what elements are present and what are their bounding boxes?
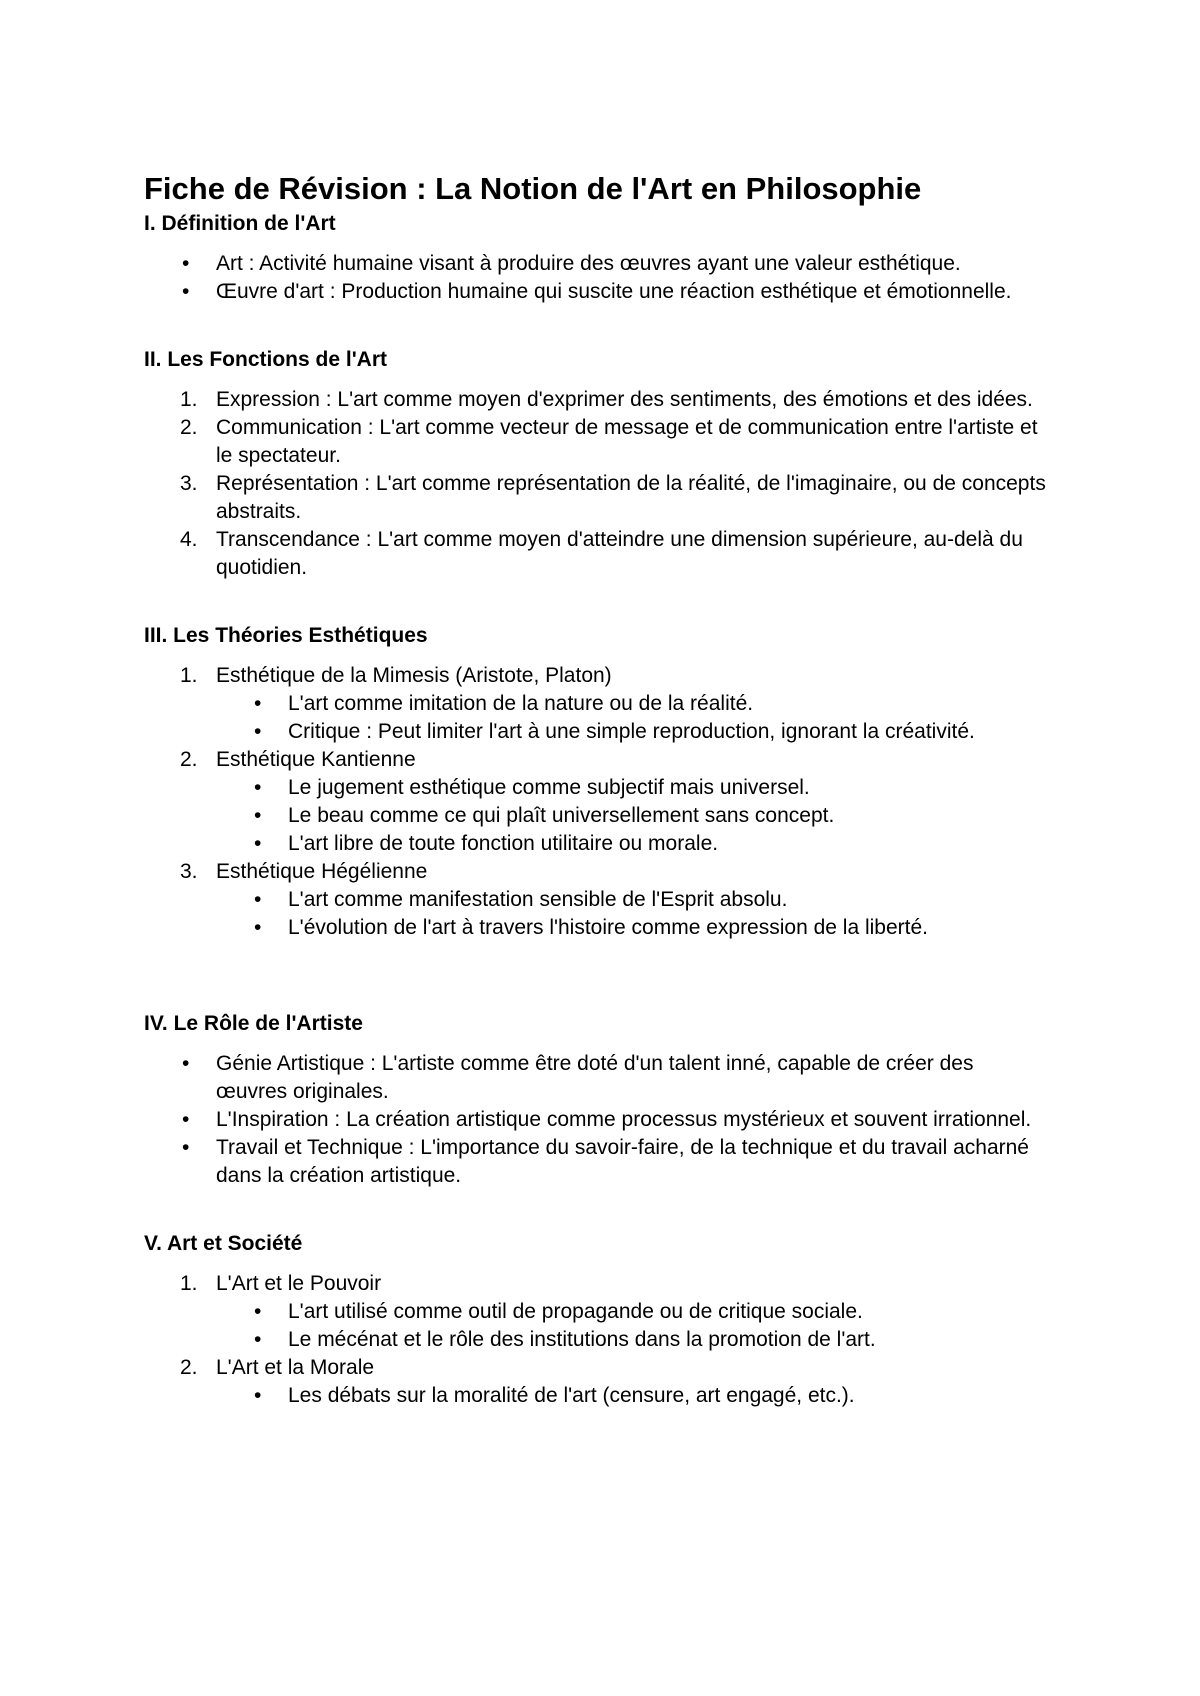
document-page <box>144 168 1074 1410</box>
sub-list-item: • Les débats sur la moralité de l'art (censure, art engagé, etc.). <box>144 1382 1048 1410</box>
sub-list-item: • Le beau comme ce qui plaît universellement sans concept. <box>144 802 1048 830</box>
bullet-icon: • <box>254 916 262 939</box>
bullet-icon: • <box>182 1136 190 1159</box>
list-item: 3. Représentation : L'art comme représentation de la réalité, de l'imaginaire, ou de concepts abstraits. <box>180 472 1046 523</box>
bullet-icon: • <box>182 252 190 275</box>
section-heading-functions: II. Les Fonctions de l'Art <box>144 348 388 371</box>
section-heading-definition: I. Définition de l'Art <box>144 212 336 235</box>
sub-list-item: • Le mécénat et le rôle des institutions dans la promotion de l'art. <box>144 1326 1048 1354</box>
functions-list <box>144 386 1074 582</box>
sub-list-item: • Critique : Peut limiter l'art à une simple reproduction, ignorant la créativité. <box>144 718 1048 746</box>
artist-role-list <box>144 1050 1074 1190</box>
sub-list-item: • L'art comme imitation de la nature ou de la réalité. <box>144 690 1048 718</box>
list-item: 1. L'Art et le Pouvoir <box>180 1272 382 1295</box>
bullet-icon: • <box>254 832 262 855</box>
list-item: 2. Esthétique Kantienne <box>180 748 416 771</box>
section-heading-theories: III. Les Théories Esthétiques <box>144 624 428 647</box>
sub-list-item: • L'art comme manifestation sensible de l'Esprit absolu. <box>144 886 1048 914</box>
list-item: 1. Expression : L'art comme moyen d'exprimer des sentiments, des émotions et des idées. <box>180 388 1033 411</box>
section-heading-artist-role: IV. Le Rôle de l'Artiste <box>144 1012 363 1035</box>
list-item: 3. Esthétique Hégélienne <box>180 860 428 883</box>
list-item: 2. Communication : L'art comme vecteur de message et de communication entre l'artiste et le spectateur. <box>180 416 1038 467</box>
bullet-icon: • <box>254 776 262 799</box>
list-item: 1. Esthétique de la Mimesis (Aristote, Platon) <box>180 664 612 687</box>
sub-list-item: • L'évolution de l'art à travers l'histoire comme expression de la liberté. <box>144 914 1048 942</box>
bullet-icon: • <box>182 1108 190 1131</box>
sub-list-item: • L'art libre de toute fonction utilitaire ou morale. <box>144 830 1048 858</box>
bullet-icon: • <box>254 1300 262 1323</box>
section-heading-society: V. Art et Société <box>144 1232 303 1255</box>
list-item: 4. Transcendance : L'art comme moyen d'atteindre une dimension supérieure, au-delà du quotidien. <box>180 528 1023 579</box>
list-item: • Art : Activité humaine visant à produire des œuvres ayant une valeur esthétique. <box>144 250 1046 278</box>
society-list <box>144 1270 1074 1410</box>
bullet-icon: • <box>254 1328 262 1351</box>
list-item: • Travail et Technique : L'importance du savoir-faire, de la technique et du travail acharné dans la création artistique. <box>182 1136 1029 1187</box>
sub-list-item: • L'art utilisé comme outil de propagande ou de critique sociale. <box>144 1298 1048 1326</box>
bullet-icon: • <box>182 280 190 303</box>
theories-list <box>144 662 1074 942</box>
list-item: 2. L'Art et la Morale <box>180 1356 375 1379</box>
bullet-icon: • <box>254 888 262 911</box>
list-item: • Œuvre d'art : Production humaine qui suscite une réaction esthétique et émotionnelle. <box>144 278 1046 306</box>
bullet-icon: • <box>254 692 262 715</box>
list-item: • Génie Artistique : L'artiste comme être doté d'un talent inné, capable de créer des œuvres originales. <box>182 1052 974 1103</box>
document-title: Fiche de Révision : La Notion de l'Art en Philosophie <box>144 171 922 206</box>
sub-list-item: • Le jugement esthétique comme subjectif mais universel. <box>144 774 1048 802</box>
bullet-icon: • <box>254 804 262 827</box>
definition-list <box>144 250 1074 306</box>
bullet-icon: • <box>254 720 262 743</box>
bullet-icon: • <box>182 1052 190 1075</box>
list-item: • L'Inspiration : La création artistique comme processus mystérieux et souvent irrationnel. <box>144 1106 1046 1134</box>
bullet-icon: • <box>254 1384 262 1407</box>
